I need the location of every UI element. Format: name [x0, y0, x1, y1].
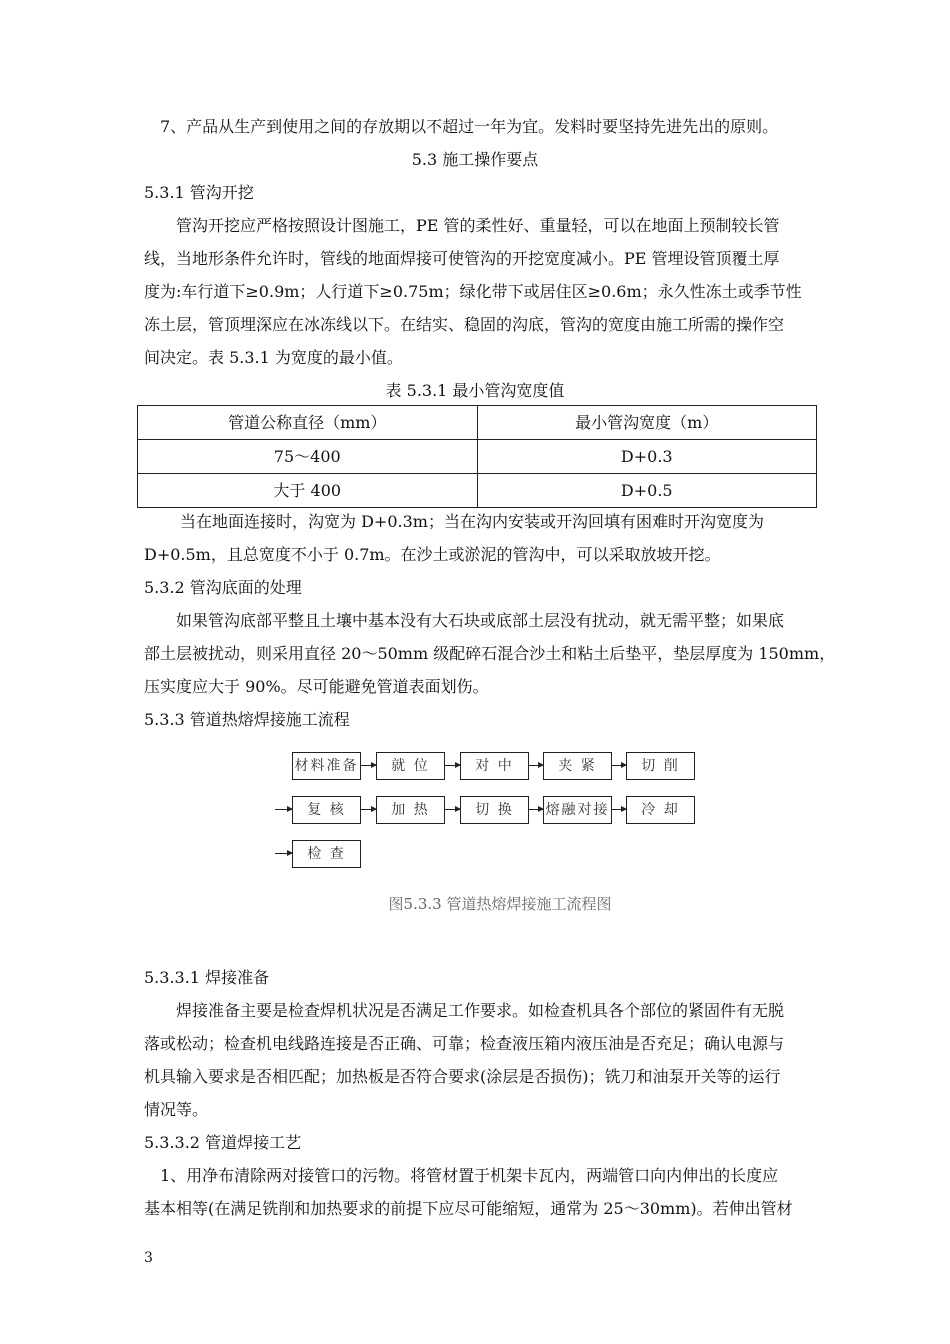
paragraph-line: 基本相等(在满足铣削和加热要求的前提下应尽可能缩短，通常为 25～30mm)。若伸出管材: [144, 1199, 793, 1218]
flow-step-heat: 加 热: [376, 796, 445, 824]
paragraph-storage: 7、产品从生产到使用之间的存放期以不超过一年为宜。发料时要坚持先进先出的原则。: [160, 117, 779, 136]
paragraph-line: 部土层被扰动，则采用直径 20～50mm 级配碎石混合沙土和粘土后垫平，垫层厚度为 150mm，: [144, 644, 836, 663]
flow-arrow: [528, 765, 543, 766]
paragraph-line: 度为:车行道下≥0.9m；人行道下≥0.75m；绿化带下或居住区≥0.6m；永久性冻土或季节性: [144, 282, 802, 301]
paragraph-line: 落或松动；检查机电线路连接是否正确、可靠；检查液压箱内液压油是否充足；确认电源与: [144, 1034, 785, 1053]
flow-arrow: [528, 809, 543, 810]
heading-5-3-3-1: 5.3.3.1 焊接准备: [144, 968, 270, 987]
flow-step-align: 对 中: [460, 752, 529, 780]
flow-step-cut: 切 削: [626, 752, 695, 780]
flow-arrow: [275, 853, 292, 854]
table-cell: D+0.3: [477, 440, 817, 474]
flow-step-fusion: 熔融对接: [543, 796, 612, 824]
flow-step-cool: 冷 却: [626, 796, 695, 824]
flow-step-material-prep: 材料准备: [292, 752, 361, 780]
table-row: [138, 474, 817, 508]
flow-arrow: [611, 765, 626, 766]
flow-step-recheck: 复 核: [292, 796, 361, 824]
table-cell: D+0.5: [477, 474, 817, 508]
table-header-cell: 管道公称直径（mm）: [138, 406, 478, 440]
page-number: 3: [144, 1250, 153, 1266]
heading-5-3-1: 5.3.1 管沟开挖: [144, 183, 254, 202]
table-header-row: [138, 406, 817, 440]
table-header-cell: 最小管沟宽度（m）: [477, 406, 817, 440]
paragraph-line: D+0.5m，且总宽度不小于 0.7m。在沙土或淤泥的管沟中，可以采取放坡开挖。: [144, 545, 721, 564]
flow-step-position: 就 位: [376, 752, 445, 780]
flow-step-clamp: 夹 紧: [543, 752, 612, 780]
paragraph-line: 线，当地形条件允许时，管线的地面焊接可使管沟的开挖宽度减小。PE 管埋设管顶覆土厚: [144, 249, 780, 268]
flow-arrow: [444, 809, 460, 810]
paragraph-line: 如果管沟底部平整且土壤中基本没有大石块或底部土层没有扰动，就无需平整；如果底: [176, 611, 785, 630]
heading-5-3-3: 5.3.3 管道热熔焊接施工流程: [144, 710, 350, 729]
table-row: [138, 440, 817, 474]
heading-5-3-2: 5.3.2 管沟底面的处理: [144, 578, 302, 597]
paragraph-line: 冻土层，管顶埋深应在冰冻线以下。在结实、稳固的沟底，管沟的宽度由施工所需的操作空: [144, 315, 785, 334]
flow-arrow: [360, 809, 376, 810]
paragraph-line: 当在地面连接时，沟宽为 D+0.3m；当在沟内安装或开沟回填有困难时开沟宽度为: [180, 512, 764, 531]
flow-arrow: [360, 765, 376, 766]
flow-step-inspect: 检 查: [292, 840, 361, 868]
table-cell: 大于 400: [138, 474, 478, 508]
paragraph-line: 管沟开挖应严格按照设计图施工，PE 管的柔性好、重量轻，可以在地面上预制较长管: [176, 216, 780, 235]
flow-step-switch: 切 换: [460, 796, 529, 824]
flow-arrow: [275, 809, 292, 810]
heading-5-3-3-2: 5.3.3.2 管道焊接工艺: [144, 1133, 302, 1152]
paragraph-line: 1、用净布清除两对接管口的污物。将管材置于机架卡瓦内，两端管口向内伸出的长度应: [160, 1166, 779, 1185]
section-heading-5-3: 5.3 施工操作要点: [411, 150, 539, 169]
paragraph-line: 情况等。: [144, 1100, 209, 1119]
paragraph-line: 压实度应大于 90%。尽可能避免管道表面划伤。: [144, 677, 489, 696]
paragraph-line: 焊接准备主要是检查焊机状况是否满足工作要求。如检查机具各个部位的紧固件有无脱: [176, 1001, 785, 1020]
min-trench-width-table: [137, 405, 817, 508]
flow-arrow: [444, 765, 460, 766]
paragraph-line: 机具输入要求是否相匹配；加热板是否符合要求(涂层是否损伤)；铣刀和油泵开关等的运行: [144, 1067, 781, 1086]
table-cell: 75～400: [138, 440, 478, 474]
paragraph-line: 间决定。表 5.3.1 为宽度的最小值。: [144, 348, 403, 367]
table-title: 表 5.3.1 最小管沟宽度值: [385, 381, 565, 400]
flow-chart-caption: 图5.3.3 管道热熔焊接施工流程图: [388, 895, 612, 913]
flow-arrow: [611, 809, 626, 810]
